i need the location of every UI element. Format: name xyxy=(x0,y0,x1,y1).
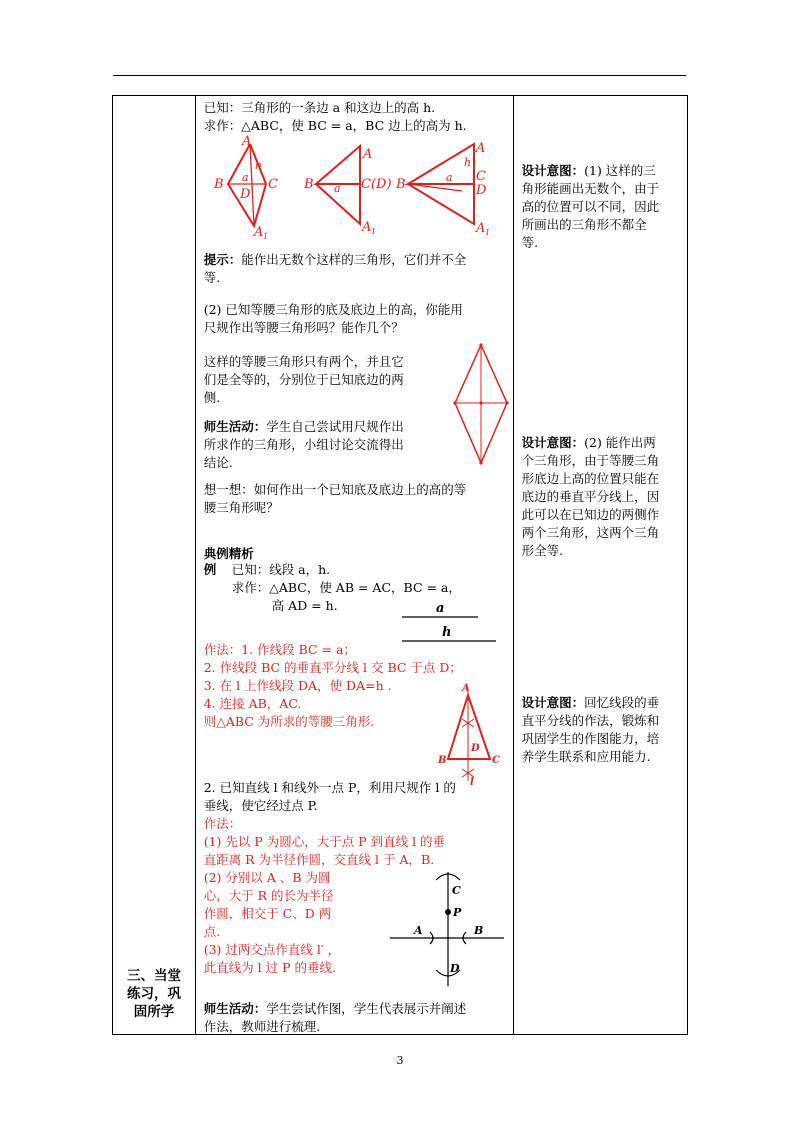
method-label: 作法： xyxy=(203,816,242,831)
fig1-label-A1: A xyxy=(253,225,264,240)
perp-label-B: B xyxy=(473,924,484,937)
hint-line-2: 等. xyxy=(203,270,221,285)
activity2-line-3: 结论. xyxy=(203,455,233,470)
perp-label-D: D xyxy=(449,962,460,975)
step2-line-1: (2) 分别以 A 、B 为圆 xyxy=(203,870,331,885)
design-note-1: 设计意图：(1) 这样的三 角形能画出无数个，由于 高的位置可以不同，因此 所画出的三角形不都全 等. xyxy=(521,163,660,250)
fig2-label-A: A xyxy=(362,147,373,162)
question3-line-1: 2. 已知直线 l 和线外一点 P，利用尺规作 l 的 xyxy=(203,780,456,795)
fig1-label-A: A xyxy=(241,134,252,149)
fig3-label-a: a xyxy=(445,171,453,184)
activity2-line-2: 所求作的三角形，小组讨论交流得出 xyxy=(203,437,404,452)
activity4-line-2: 作法，教师进行梳理. xyxy=(203,1019,321,1034)
svg-text:1: 1 xyxy=(370,227,376,236)
method-step-4: 4. 连接 AB，AC. xyxy=(203,696,302,711)
fig3-label-C: C xyxy=(475,169,486,184)
design-note-3: 设计意图：回忆线段的垂 直平分线的作法，锻炼和 巩固学生的作图能力，培 养学生联系和应用能力. xyxy=(521,695,660,764)
fig3-label-A: A xyxy=(475,141,486,156)
svg-text:1: 1 xyxy=(484,228,490,237)
example-construct-2: 高 AD = h. xyxy=(271,598,338,613)
perp-label-A: A xyxy=(413,924,423,937)
segment-a-label: a xyxy=(435,601,445,616)
lesson-table xyxy=(112,95,688,1035)
method-step-2: 2. 作线段 BC 的垂直平分线 l 交 BC 于点 D； xyxy=(203,660,462,675)
iso-label-A: A xyxy=(461,683,470,694)
iso-label-C: C xyxy=(491,755,500,766)
step3-line-1: (3) 过两交点作直线 l′ ， xyxy=(203,942,341,957)
question2-line-2: 尺规作出等腰三角形吗？能作几个？ xyxy=(203,320,404,335)
given-text-1: 已知：三角形的一条边 a 和这边上的高 h. xyxy=(203,100,436,115)
design-note-2: 设计意图：(2) 能作出两 个三角形，由于等腰三角 形底边上高的位置只能在 底边的垂直平分线上，因 此可以在已知边的两侧作 两个三角形，这两个三角 形全等. xyxy=(521,435,660,558)
triangle-figures xyxy=(202,134,502,241)
step1-line-2: 直距离 R 为半径作圆，交直线 l 于 A，B. xyxy=(203,852,435,867)
given-segments xyxy=(392,598,502,648)
fig3-label-A1: A xyxy=(475,221,486,236)
activity2-line-1: 师生活动：学生自己尝试用尺规作出 xyxy=(203,419,404,434)
fig1-label-C: C xyxy=(267,177,278,192)
method-step-3: 3. 在 l 上作线段 DA，使 DA=h . xyxy=(203,678,392,693)
fig3-label-h: h xyxy=(463,156,471,169)
perp-label-P: P xyxy=(452,906,461,919)
example-given: 已知：线段 a，h. xyxy=(231,562,331,577)
fig2-label-a: a xyxy=(333,182,341,195)
segment-h-label: h xyxy=(441,625,452,640)
fig1-label-a: a xyxy=(241,171,249,184)
iso-label-l: l xyxy=(469,777,474,788)
fig2-label-B: B xyxy=(303,177,314,192)
answer2-line-3: 侧. xyxy=(203,390,221,405)
section-cell xyxy=(113,96,196,1035)
iso-label-B: B xyxy=(437,755,447,766)
notes-cell xyxy=(513,96,687,1035)
fig1-label-D: D xyxy=(239,187,251,202)
think-line-1: 想一想：如何作出一个已知底及底边上的高的等 xyxy=(203,482,467,497)
iso-label-D: D xyxy=(470,743,480,754)
fig1-label-B: B xyxy=(213,177,224,192)
fig3-label-D: D xyxy=(475,183,487,198)
fig1-label-h: h xyxy=(254,159,262,172)
example-label: 例 xyxy=(203,562,217,577)
fig2-label-CD: C(D) xyxy=(360,177,392,192)
svg-text:1: 1 xyxy=(262,232,268,241)
method-step-1: 作法：1. 作线段 BC = a； xyxy=(203,642,356,657)
step1-line-1: (1) 先以 P 为圆心，大于点 P 到直线 l 的垂 xyxy=(203,834,446,849)
example-heading: 典例精析 xyxy=(203,546,254,561)
content-cell xyxy=(195,96,513,1035)
step2-line-2: 心，大于 R 的长为半径 xyxy=(203,888,334,903)
isosceles-figure xyxy=(434,681,504,791)
hint-line-1: 提示：能作出无数个这样的三角形，它们并不全 xyxy=(203,252,467,267)
method-conclusion: 则△ABC 为所求的等腰三角形. xyxy=(203,714,375,729)
think-line-2: 腰三角形呢？ xyxy=(203,500,279,515)
page-number: 3 xyxy=(396,1054,404,1067)
activity4-line-1: 师生活动：学生尝试作图，学生代表展示并阐述 xyxy=(203,1001,467,1016)
construct-text-1: 求作：△ABC，使 BC = a，BC 边上的高为 h. xyxy=(203,118,467,133)
section-label: 三、当堂 练习，巩 固所学 xyxy=(127,968,181,1020)
question3-line-2: 垂线，使它经过点 P. xyxy=(203,798,318,813)
rhombus-figure xyxy=(451,341,511,471)
step3-line-2: 此直线为 l 过 P 的垂线. xyxy=(203,960,336,975)
fig3-label-B: B xyxy=(395,177,406,192)
step2-line-3: 作圆，相交于 C、D 两 xyxy=(203,906,332,921)
answer2-line-1: 这样的等腰三角形只有两个，并且它 xyxy=(203,354,404,369)
perp-label-C: C xyxy=(451,884,461,897)
perpendicular-figure xyxy=(384,866,508,991)
step2-line-4: 点. xyxy=(203,924,221,939)
example-construct-1: 求作：△ABC，使 AB = AC，BC = a， xyxy=(231,580,461,595)
question2-line-1: (2) 已知等腰三角形的底及底边上的高，你能用 xyxy=(203,302,463,317)
header-rule xyxy=(113,75,686,76)
answer2-line-2: 们是全等的，分别位于已知底边的两 xyxy=(203,372,404,387)
fig2-label-A1: A xyxy=(361,220,372,235)
